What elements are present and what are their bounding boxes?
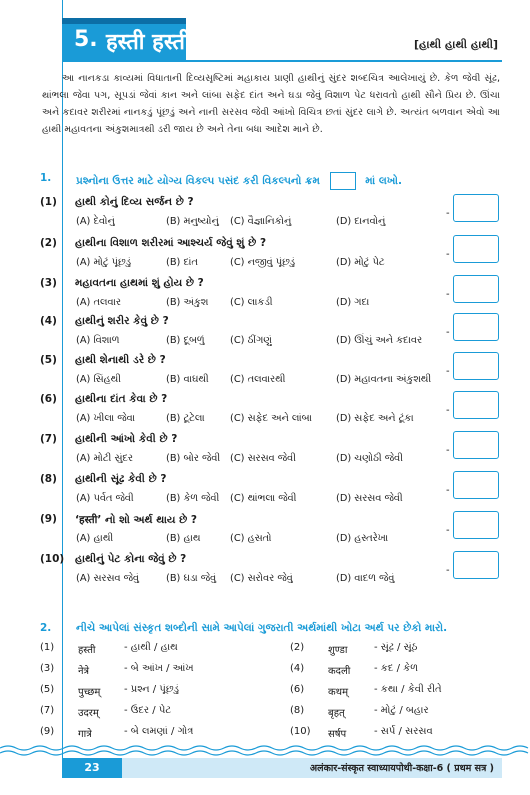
word-number: (2) <box>290 642 305 653</box>
question-item <box>40 196 510 234</box>
question-option: (C) લાકડી <box>230 297 273 308</box>
question-option: (B) ઘડા જેવું <box>166 573 217 584</box>
word-meaning-item <box>40 705 270 725</box>
sanskrit-word: कदली <box>328 666 351 677</box>
intro-paragraph: આ નાનકડા કાવ્યમાં વિધાતાની દિવ્યસૃષ્ટિમાં મહાકાય પ્રાણી હાથીનું સુંદર શબ્દચિત્ર આલેખાયું છે. કેળ જેવી સૂંઢ, થાંભલા જેવા પગ, સૂપડાં જેવાં કાન અને લાંબા સફેદ દાંત અને ઘડા જેવું વિશાળ પેટ ધરાવતો હાથી સૌને પ્રિય છે. ઊંચા અને કદાવર શરીરમાં નાનકડું પૂંછડું અને નાની સરસવ જેવી આંખો વિચિત્ર છતાં સુંદર લાગે છે. અત્યંત બળવાન એવો આ હાથી મહાવતના અંકુશમાત્રથી ડરી જાય છે અને તેના બધા આદેશ માને છે. <box>42 73 500 135</box>
word-number: (10) <box>290 726 311 737</box>
question-option: (C) સરોવર જેવું <box>230 573 293 584</box>
gujarati-meaning: - કથા / કેવી રીતે <box>374 684 442 695</box>
question-option: (B) બોર જેવી <box>166 453 221 464</box>
question-item <box>40 473 510 511</box>
answer-dash: - <box>446 485 450 496</box>
question-option: (B) હાથ <box>166 533 201 544</box>
sanskrit-word: गात्रे <box>78 729 92 740</box>
question-item <box>40 277 510 315</box>
header-underline <box>186 60 502 62</box>
question-option: (A) હાથી <box>76 533 114 544</box>
word-meaning-item <box>40 726 270 746</box>
answer-dash: - <box>446 405 450 416</box>
word-number: (5) <box>40 684 55 695</box>
question-option: (C) ઠીંગણું <box>230 335 272 346</box>
question-item <box>40 237 510 275</box>
question-option: (D) ઊંચું અને કદાવર <box>336 335 423 346</box>
question-option: (C) તલવારથી <box>230 374 286 385</box>
sanskrit-word: उदरम् <box>78 708 99 719</box>
gujarati-meaning: - મોટું / બહાર <box>374 705 429 716</box>
question-item <box>40 393 510 431</box>
chapter-title: हस्ती हस्ती हस्ती <box>106 30 237 55</box>
sanskrit-word: कथम् <box>328 687 349 698</box>
gujarati-meaning: - હાથી / હાથ <box>124 642 178 653</box>
word-number: (9) <box>40 726 55 737</box>
answer-box[interactable] <box>453 391 499 419</box>
question-option: (B) મનુષ્યોનું <box>166 216 219 227</box>
word-meaning-item <box>290 726 520 746</box>
answer-box[interactable] <box>453 471 499 499</box>
question-number: (9) <box>40 513 57 525</box>
word-number: (4) <box>290 663 305 674</box>
question-option: (C) થાંભલા જેવી <box>230 493 297 504</box>
question-item <box>40 553 510 591</box>
question-option: (D) સરસવ જેવી <box>336 493 403 504</box>
section1-instruction-end: માં લખો. <box>365 175 403 187</box>
question-option: (D) સફેદ અને ટૂંકા <box>336 413 414 424</box>
question-option: (B) કેળ જેવી <box>166 493 220 504</box>
sanskrit-word: बृहत् <box>328 708 345 719</box>
answer-dash: - <box>446 366 450 377</box>
question-option: (D) મોટું પેટ <box>336 257 385 268</box>
answer-dash: - <box>446 445 450 456</box>
answer-box[interactable] <box>453 235 499 263</box>
chapter-subtitle: [હાથી હાથી હાથી] <box>413 38 498 51</box>
question-option: (B) દાંત <box>166 257 198 268</box>
answer-box[interactable] <box>453 194 499 222</box>
question-text: ‘हस्ती’ નો શો અર્થ થાય છે ? <box>75 514 198 526</box>
answer-box[interactable] <box>453 431 499 459</box>
footer-book-title: अलंकार-संस्कृत स्वाध्यायपोथी-कक्षा-6 ( प्रथम सत्र ) <box>309 763 494 774</box>
answer-box[interactable] <box>453 352 499 380</box>
question-option: (A) પર્વત જેવી <box>76 493 134 504</box>
answer-dash: - <box>446 208 450 219</box>
question-number: (5) <box>40 354 57 366</box>
answer-box[interactable] <box>453 511 499 539</box>
gujarati-meaning: - સૂંઢ / સૂંઠ <box>374 642 418 653</box>
question-item <box>40 315 510 353</box>
question-number: (8) <box>40 473 57 485</box>
question-item <box>40 433 510 471</box>
sanskrit-word: शुण्डा <box>328 645 348 656</box>
answer-box[interactable] <box>453 275 499 303</box>
word-meaning-item <box>290 705 520 725</box>
question-number: (6) <box>40 393 57 405</box>
gujarati-meaning: - બે આંખ / આંખ <box>124 663 194 674</box>
question-number: (2) <box>40 237 57 249</box>
question-option: (C) હસતો <box>230 533 272 544</box>
question-option: (D) ગદા <box>336 297 370 308</box>
gujarati-meaning: - ઉદર / પેટ <box>124 705 172 716</box>
question-option: (C) સરસવ જેવી <box>230 453 296 464</box>
question-option: (B) વાઘથી <box>166 374 209 385</box>
word-number: (6) <box>290 684 305 695</box>
wave-divider <box>0 744 530 756</box>
question-text: મહાવતના હાથમાં શું હોય છે ? <box>75 277 204 289</box>
word-number: (3) <box>40 663 55 674</box>
question-option: (A) સિંહથી <box>76 374 121 385</box>
question-text: હાથીની સૂંઢ કેવી છે ? <box>75 473 167 485</box>
section1-instruction <box>76 172 402 190</box>
word-number: (8) <box>290 705 305 716</box>
question-number: (7) <box>40 433 57 445</box>
question-option: (A) મોટું પૂંછડું <box>76 257 131 268</box>
word-meaning-item <box>40 642 270 662</box>
answer-box[interactable] <box>453 551 499 579</box>
word-meaning-item <box>40 684 270 704</box>
question-option: (A) દેવોનું <box>76 216 115 227</box>
question-option: (B) અંકુશ <box>166 297 209 308</box>
question-text: હાથીના દાંત કેવા છે ? <box>75 393 168 405</box>
question-option: (B) ટૂટેલા <box>166 413 205 424</box>
question-option: (B) દૂબળું <box>166 335 205 346</box>
question-text: હાથીની આંખો કેવી છે ? <box>75 433 178 445</box>
answer-box[interactable] <box>453 313 499 341</box>
question-option: (A) તલવાર <box>76 297 121 308</box>
word-number: (1) <box>40 642 55 653</box>
section2-number: 2. <box>40 622 52 634</box>
answer-dash: - <box>446 565 450 576</box>
question-option: (D) ચણોઠી જેવી <box>336 453 403 464</box>
question-option: (A) સરસવ જેવું <box>76 573 139 584</box>
question-option: (D) હસ્તરેખા <box>336 533 389 544</box>
question-number: (10) <box>40 553 65 565</box>
answer-dash: - <box>446 525 450 536</box>
question-option: (A) ખીલા જેવા <box>76 413 136 424</box>
question-text: હાથીનું પેટ કોના જેવું છે ? <box>75 553 187 565</box>
answer-dash: - <box>446 249 450 260</box>
question-option: (A) વિશાળ <box>76 335 120 346</box>
question-option: (C) વૈજ્ઞાનિકોનું <box>230 216 292 227</box>
question-option: (D) વાદળ જેવું <box>336 573 395 584</box>
sanskrit-word: हस्ती <box>78 645 96 656</box>
word-meaning-item <box>290 663 520 683</box>
chapter-header <box>62 18 502 62</box>
answer-key-box <box>330 172 356 190</box>
question-item <box>40 513 510 551</box>
question-option: (D) મહાવતના અંકુશથી <box>336 374 432 385</box>
question-text: હાથી કોનું દિવ્ય સર્જન છે ? <box>75 196 194 208</box>
chapter-number: 5. <box>74 27 98 52</box>
gujarati-meaning: - કદ / કેળ <box>374 663 419 674</box>
question-option: (D) દાનવોનું <box>336 216 386 227</box>
section2-instruction: નીચે આપેલાં સંસ્કૃત શબ્દોની સામે આપેલાં ગુજરાતી અર્થમાંથી ખોટા અર્થ પર છેકો મારો. <box>76 622 448 634</box>
question-option: (A) મોટી સુંદર <box>76 453 133 464</box>
gujarati-meaning: - પ્રશ્ન / પૂંછડું <box>124 684 180 695</box>
word-meaning-item <box>290 684 520 704</box>
question-option: (C) નજીવું પૂંછડું <box>230 257 296 268</box>
question-number: (4) <box>40 315 57 327</box>
sanskrit-word: पुच्छम् <box>78 687 101 698</box>
sanskrit-word: नेत्रे <box>78 666 90 677</box>
question-number: (1) <box>40 196 57 208</box>
section1-instruction-text: પ્રશ્નોના ઉત્તર માટે યોગ્ય વિકલ્પ પસંદ કરી વિકલ્પનો ક્રમ <box>76 175 320 187</box>
gujarati-meaning: - બે લમણાં / ગોત્ર <box>124 726 194 737</box>
word-meaning-item <box>290 642 520 662</box>
question-text: હાથીના વિશાળ શરીરમાં આશ્ચર્ય જેવું શું છે ? <box>75 237 267 249</box>
sanskrit-word: सर्षप <box>328 729 347 740</box>
answer-dash: - <box>446 327 450 338</box>
word-number: (7) <box>40 705 55 716</box>
answer-dash: - <box>446 289 450 300</box>
chapter-badge-top <box>62 18 186 24</box>
question-number: (3) <box>40 277 57 289</box>
section1-number: 1. <box>40 172 52 184</box>
question-item <box>40 354 510 392</box>
gujarati-meaning: - સર્પ / સરસવ <box>374 726 433 737</box>
word-meaning-item <box>40 663 270 683</box>
question-text: હાથી શેનાથી ડરે છે ? <box>75 354 166 366</box>
question-option: (C) સફેદ અને લાંબા <box>230 413 312 424</box>
page-number: 23 <box>62 758 122 778</box>
question-text: હાથીનું શરીર કેવું છે ? <box>75 315 169 327</box>
